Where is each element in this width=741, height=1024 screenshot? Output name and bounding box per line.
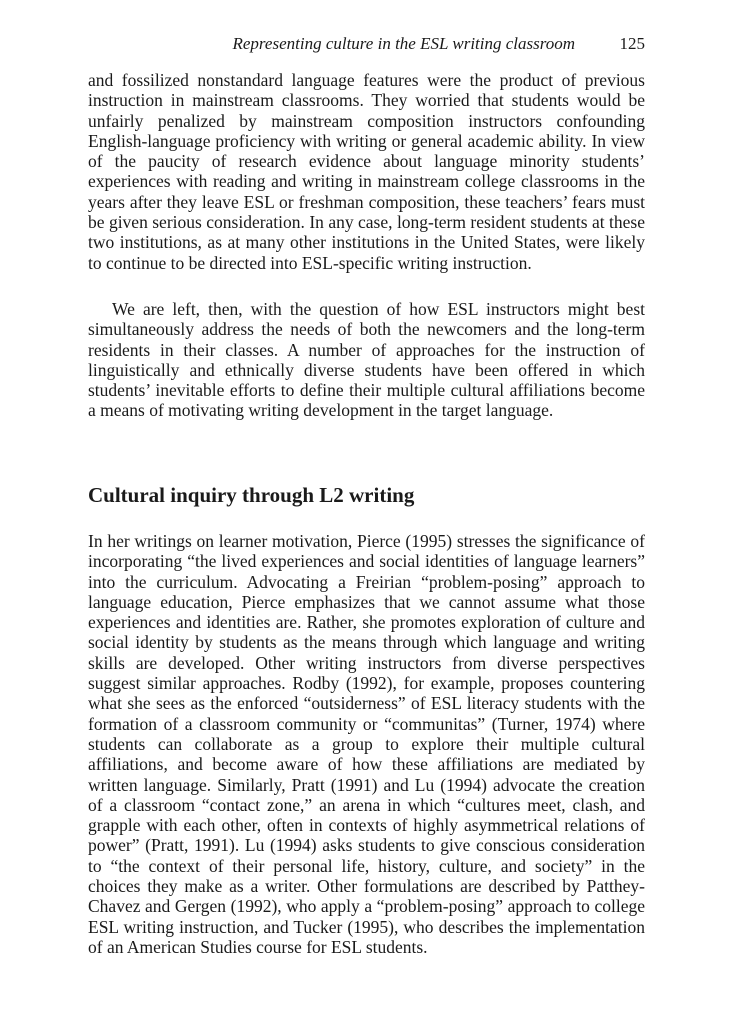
- paragraph-continued: and fossilized nonstandard language features were the product of previous instruction in mainstream classrooms. They worried that students would be unfairly penalized by mainstream composition instructors confounding English-language proficiency with writing or general academic ability. In view of the paucity of research evidence about language minority students’ experiences with reading and writing in mainstream college classrooms in the years after they leave ESL or freshman composition, these teachers’ fears must be given serious consideration. In any case, long-term resident students at these two institutions, as at many other institutions in the United States, were likely to continue to be directed into ESL-specific writing instruction.: [88, 70, 645, 273]
- running-title: Representing culture in the ESL writing classroom: [232, 34, 575, 53]
- paragraph-cultural-inquiry: In her writings on learner motivation, Pierce (1995) stresses the significance of incorporating “the lived experiences and social identities of language learners” into the curriculum. Advocating a Freirian “problem-posing” approach to language education, Pierce emphasizes that we cannot assume what those experiences and identities are. Rather, she promotes exploration of culture and social identity by students as the means through which language and writing skills are developed. Other writing instructors from diverse perspectives suggest similar approaches. Rodby (1992), for example, proposes countering what she sees as the enforced “outsiderness” of ESL literacy students with the formation of a classroom community or “communitas” (Turner, 1974) where students can collaborate as a group to explore their multiple cultural affiliations, and become aware of how these affiliations are mediated by written language. Similarly, Pratt (1991) and Lu (1994) advocate the creation of a classroom “contact zone,” an arena in which “cultures meet, clash, and grapple with each other, often in contexts of highly asymmetrical relations of power” (Pratt, 1991). Lu (1994) asks students to give conscious consideration to “the context of their personal life, history, culture, and society” in the choices they make as a writer. Other formulations are described by Patthey-Chavez and Gergen (1992), who apply a “problem-posing” approach to college ESL writing instruction, and Tucker (1995), who describes the implementation of an American Studies course for ESL students.: [88, 531, 645, 957]
- running-head: [88, 34, 645, 58]
- page-number: 125: [619, 34, 645, 53]
- paragraph-approaches: We are left, then, with the question of how ESL instructors might best simultaneously address the needs of both the newcomers and the long-term residents in their classes. A number of approaches for the instruction of linguistically and ethnically diverse students have been offered in which students’ inevitable efforts to define their multiple cultural affiliations become a means of motivating writing development in the target language.: [88, 299, 645, 421]
- section-heading: Cultural inquiry through L2 writing: [88, 483, 415, 507]
